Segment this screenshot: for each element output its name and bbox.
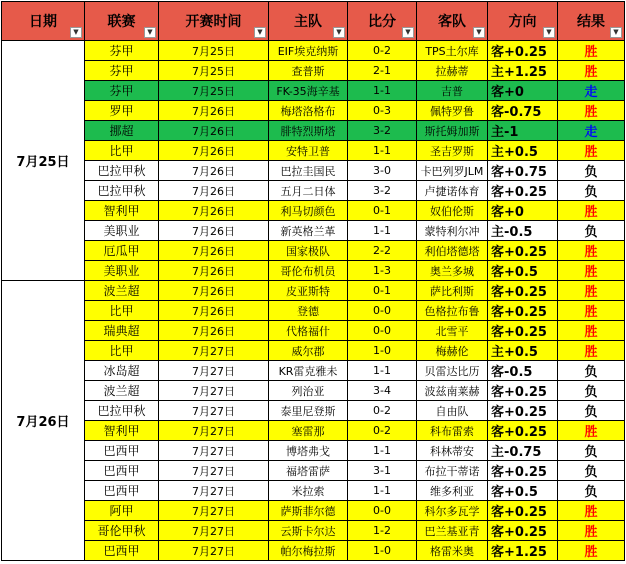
time-cell: 7月25日 — [159, 41, 269, 61]
table-row — [2, 81, 625, 101]
direction-cell: 客+0.25 — [488, 41, 558, 61]
table-row — [2, 361, 625, 381]
result-cell: 负 — [558, 221, 625, 241]
score-cell: 0-0 — [348, 321, 417, 341]
result-cell: 胜 — [558, 541, 625, 561]
table-row — [2, 181, 625, 201]
result-cell: 走 — [558, 121, 625, 141]
away-team-cell: 佩特罗鲁 — [417, 101, 488, 121]
header-row — [2, 2, 625, 41]
table-row — [2, 41, 625, 61]
header-label: 联赛 — [107, 14, 136, 30]
header-away[interactable] — [417, 2, 488, 41]
league-cell: 阿甲 — [85, 501, 159, 521]
home-team-cell: 皮亚斯特 — [269, 281, 348, 301]
home-team-cell: 五月二日体 — [269, 181, 348, 201]
result-cell: 胜 — [558, 421, 625, 441]
result-cell: 负 — [558, 181, 625, 201]
direction-cell: 客+0 — [488, 81, 558, 101]
result-cell: 负 — [558, 361, 625, 381]
home-team-cell: EIF埃克纳斯 — [269, 41, 348, 61]
time-cell: 7月26日 — [159, 181, 269, 201]
table-row — [2, 401, 625, 421]
header-label: 主队 — [294, 14, 322, 30]
direction-cell: 客+0.25 — [488, 521, 558, 541]
league-cell: 瑞典超 — [85, 321, 159, 341]
table-row — [2, 521, 625, 541]
league-cell: 美职业 — [85, 221, 159, 241]
home-team-cell: 博塔弗戈 — [269, 441, 348, 461]
header-league[interactable] — [85, 2, 159, 41]
score-cell: 1-1 — [348, 361, 417, 381]
filter-dropdown-icon[interactable]: ▼ — [333, 27, 345, 38]
table-row — [2, 61, 625, 81]
header-time[interactable] — [159, 2, 269, 41]
score-cell: 0-0 — [348, 301, 417, 321]
result-cell: 负 — [558, 381, 625, 401]
league-cell: 美职业 — [85, 261, 159, 281]
home-team-cell: 腓特烈斯塔 — [269, 121, 348, 141]
direction-cell: 客-0.75 — [488, 101, 558, 121]
table-row — [2, 321, 625, 341]
time-cell: 7月27日 — [159, 541, 269, 561]
away-team-cell: 维多利亚 — [417, 481, 488, 501]
result-cell: 胜 — [558, 141, 625, 161]
time-cell: 7月25日 — [159, 81, 269, 101]
time-cell: 7月27日 — [159, 441, 269, 461]
away-team-cell: 科布雷索 — [417, 421, 488, 441]
table-row — [2, 541, 625, 561]
table-row — [2, 461, 625, 481]
home-team-cell: 安特卫普 — [269, 141, 348, 161]
score-cell: 0-1 — [348, 281, 417, 301]
league-cell: 比甲 — [85, 341, 159, 361]
table-row — [2, 221, 625, 241]
home-team-cell: 云斯卡尔达 — [269, 521, 348, 541]
away-team-cell: 贝雷达比历 — [417, 361, 488, 381]
time-cell: 7月26日 — [159, 121, 269, 141]
away-team-cell: 拉赫蒂 — [417, 61, 488, 81]
home-team-cell: 福塔雷萨 — [269, 461, 348, 481]
home-team-cell: 帕尔梅拉斯 — [269, 541, 348, 561]
league-cell: 芬甲 — [85, 81, 159, 101]
table-row — [2, 161, 625, 181]
result-cell: 胜 — [558, 241, 625, 261]
filter-dropdown-icon[interactable]: ▼ — [543, 27, 555, 38]
away-team-cell: 萨比利斯 — [417, 281, 488, 301]
direction-cell: 客+0.25 — [488, 241, 558, 261]
time-cell: 7月27日 — [159, 341, 269, 361]
table-row — [2, 441, 625, 461]
result-cell: 负 — [558, 401, 625, 421]
time-cell: 7月26日 — [159, 301, 269, 321]
direction-cell: 客+0.25 — [488, 501, 558, 521]
score-cell: 0-2 — [348, 401, 417, 421]
filter-dropdown-icon[interactable]: ▼ — [402, 27, 414, 38]
time-cell: 7月26日 — [159, 321, 269, 341]
home-team-cell: 泰里尼登斯 — [269, 401, 348, 421]
score-cell: 1-1 — [348, 141, 417, 161]
header-label: 方向 — [508, 14, 537, 30]
score-cell: 0-3 — [348, 101, 417, 121]
result-cell: 胜 — [558, 501, 625, 521]
direction-cell: 客+0.5 — [488, 481, 558, 501]
header-result[interactable] — [558, 2, 625, 41]
home-team-cell: 利马切颜色 — [269, 201, 348, 221]
direction-cell: 客+0.25 — [488, 281, 558, 301]
league-cell: 哥伦甲秋 — [85, 521, 159, 541]
score-cell: 1-1 — [348, 441, 417, 461]
result-cell: 胜 — [558, 521, 625, 541]
home-team-cell: 萨斯菲尔德 — [269, 501, 348, 521]
direction-cell: 客+0 — [488, 201, 558, 221]
header-label: 日期 — [29, 14, 57, 30]
league-cell: 罗甲 — [85, 101, 159, 121]
direction-cell: 客+0.25 — [488, 401, 558, 421]
result-cell: 负 — [558, 481, 625, 501]
table-row — [2, 281, 625, 301]
direction-cell: 客+0.75 — [488, 161, 558, 181]
away-team-cell: 卢捷诺体育 — [417, 181, 488, 201]
result-cell: 胜 — [558, 261, 625, 281]
date-cell: 7月25日 — [2, 41, 85, 281]
table-row — [2, 381, 625, 401]
time-cell: 7月26日 — [159, 141, 269, 161]
header-score[interactable] — [348, 2, 417, 41]
table-row — [2, 481, 625, 501]
score-cell: 1-0 — [348, 341, 417, 361]
league-cell: 巴拉甲秋 — [85, 401, 159, 421]
league-cell: 巴西甲 — [85, 481, 159, 501]
header-label: 客队 — [438, 14, 466, 30]
table-row — [2, 301, 625, 321]
league-cell: 波兰超 — [85, 281, 159, 301]
score-cell: 1-2 — [348, 521, 417, 541]
time-cell: 7月27日 — [159, 461, 269, 481]
result-cell: 负 — [558, 161, 625, 181]
league-cell: 巴西甲 — [85, 541, 159, 561]
league-cell: 智利甲 — [85, 201, 159, 221]
away-team-cell: 梅赫伦 — [417, 341, 488, 361]
league-cell: 巴西甲 — [85, 441, 159, 461]
time-cell: 7月26日 — [159, 261, 269, 281]
direction-cell: 客+0.25 — [488, 461, 558, 481]
league-cell: 挪超 — [85, 121, 159, 141]
time-cell: 7月26日 — [159, 161, 269, 181]
result-cell: 胜 — [558, 301, 625, 321]
result-cell: 负 — [558, 461, 625, 481]
direction-cell: 主+1.25 — [488, 61, 558, 81]
away-team-cell: 利伯塔德塔 — [417, 241, 488, 261]
result-cell: 负 — [558, 441, 625, 461]
score-cell: 1-1 — [348, 81, 417, 101]
home-team-cell: 登德 — [269, 301, 348, 321]
away-team-cell: 布拉干蒂诺 — [417, 461, 488, 481]
table-row — [2, 421, 625, 441]
header-date[interactable] — [2, 2, 85, 41]
direction-cell: 客+0.25 — [488, 421, 558, 441]
score-cell: 2-1 — [348, 61, 417, 81]
direction-cell: 客+0.25 — [488, 381, 558, 401]
league-cell: 巴西甲 — [85, 461, 159, 481]
result-cell: 胜 — [558, 41, 625, 61]
time-cell: 7月26日 — [159, 201, 269, 221]
score-cell: 3-4 — [348, 381, 417, 401]
away-team-cell: 北雪平 — [417, 321, 488, 341]
score-cell: 3-2 — [348, 181, 417, 201]
score-cell: 3-0 — [348, 161, 417, 181]
time-cell: 7月27日 — [159, 481, 269, 501]
league-cell: 芬甲 — [85, 41, 159, 61]
away-team-cell: 奥兰多城 — [417, 261, 488, 281]
table-row — [2, 201, 625, 221]
filter-dropdown-icon[interactable]: ▼ — [70, 27, 82, 38]
results-table — [1, 1, 625, 561]
result-cell: 胜 — [558, 101, 625, 121]
league-cell: 比甲 — [85, 301, 159, 321]
time-cell: 7月27日 — [159, 401, 269, 421]
score-cell: 0-2 — [348, 421, 417, 441]
result-cell: 胜 — [558, 341, 625, 361]
direction-cell: 主-0.5 — [488, 221, 558, 241]
score-cell: 3-1 — [348, 461, 417, 481]
time-cell: 7月27日 — [159, 381, 269, 401]
home-team-cell: 威尔郡 — [269, 341, 348, 361]
table-row — [2, 341, 625, 361]
league-cell: 芬甲 — [85, 61, 159, 81]
filter-dropdown-icon[interactable]: ▼ — [254, 27, 266, 38]
result-cell: 走 — [558, 81, 625, 101]
away-team-cell: 科林蒂安 — [417, 441, 488, 461]
direction-cell: 客+0.25 — [488, 301, 558, 321]
score-cell: 0-1 — [348, 201, 417, 221]
header-direction[interactable] — [488, 2, 558, 41]
header-label: 开赛时间 — [185, 14, 242, 30]
home-team-cell: 哥伦布机员 — [269, 261, 348, 281]
direction-cell: 客+0.25 — [488, 181, 558, 201]
score-cell: 0-0 — [348, 501, 417, 521]
score-cell: 1-1 — [348, 481, 417, 501]
score-cell: 1-3 — [348, 261, 417, 281]
score-cell: 2-2 — [348, 241, 417, 261]
direction-cell: 客+0.25 — [488, 321, 558, 341]
home-team-cell: 列治亚 — [269, 381, 348, 401]
away-team-cell: 奴伯伦斯 — [417, 201, 488, 221]
time-cell: 7月26日 — [159, 241, 269, 261]
time-cell: 7月25日 — [159, 61, 269, 81]
away-team-cell: 圣吉罗斯 — [417, 141, 488, 161]
home-team-cell: 梅塔洛格布 — [269, 101, 348, 121]
filter-dropdown-icon[interactable]: ▼ — [610, 27, 622, 38]
table-row — [2, 121, 625, 141]
home-team-cell: 代格福什 — [269, 321, 348, 341]
league-cell: 巴拉甲秋 — [85, 161, 159, 181]
table-row — [2, 241, 625, 261]
header-label: 比分 — [368, 14, 396, 30]
date-cell: 7月26日 — [2, 281, 85, 561]
home-team-cell: KR雷克雅未 — [269, 361, 348, 381]
direction-cell: 主-0.75 — [488, 441, 558, 461]
direction-cell: 主+0.5 — [488, 141, 558, 161]
league-cell: 波兰超 — [85, 381, 159, 401]
score-cell: 1-0 — [348, 541, 417, 561]
home-team-cell: 新英格兰革 — [269, 221, 348, 241]
direction-cell: 客-0.5 — [488, 361, 558, 381]
direction-cell: 客+1.25 — [488, 541, 558, 561]
league-cell: 巴拉甲秋 — [85, 181, 159, 201]
away-team-cell: 吉普 — [417, 81, 488, 101]
table-row — [2, 141, 625, 161]
league-cell: 智利甲 — [85, 421, 159, 441]
away-team-cell: 色格拉布鲁 — [417, 301, 488, 321]
table-row — [2, 261, 625, 281]
header-label: 结果 — [577, 14, 605, 30]
table-row — [2, 101, 625, 121]
direction-cell: 主+0.5 — [488, 341, 558, 361]
direction-cell: 主-1 — [488, 121, 558, 141]
away-team-cell: 卡巴列罗JLM — [417, 161, 488, 181]
away-team-cell: 蒙特利尔冲 — [417, 221, 488, 241]
away-team-cell: 巴兰基亚青 — [417, 521, 488, 541]
score-cell: 3-2 — [348, 121, 417, 141]
away-team-cell: 自由队 — [417, 401, 488, 421]
time-cell: 7月27日 — [159, 521, 269, 541]
away-team-cell: 波兹南莱赫 — [417, 381, 488, 401]
table-row — [2, 501, 625, 521]
filter-dropdown-icon[interactable]: ▼ — [473, 27, 485, 38]
away-team-cell: 斯托姆加斯 — [417, 121, 488, 141]
league-cell: 冰岛超 — [85, 361, 159, 381]
home-team-cell: 米拉索 — [269, 481, 348, 501]
time-cell: 7月26日 — [159, 101, 269, 121]
home-team-cell: 巴拉圭国民 — [269, 161, 348, 181]
result-cell: 胜 — [558, 281, 625, 301]
away-team-cell: TPS土尔库 — [417, 41, 488, 61]
away-team-cell: 格雷米奥 — [417, 541, 488, 561]
time-cell: 7月27日 — [159, 361, 269, 381]
result-cell: 胜 — [558, 321, 625, 341]
home-team-cell: 查普斯 — [269, 61, 348, 81]
time-cell: 7月26日 — [159, 221, 269, 241]
away-team-cell: 科尔多瓦学 — [417, 501, 488, 521]
home-team-cell: 塞雷那 — [269, 421, 348, 441]
home-team-cell: 国家极队 — [269, 241, 348, 261]
score-cell: 1-1 — [348, 221, 417, 241]
league-cell: 厄瓜甲 — [85, 241, 159, 261]
result-cell: 胜 — [558, 201, 625, 221]
direction-cell: 客+0.5 — [488, 261, 558, 281]
time-cell: 7月27日 — [159, 421, 269, 441]
result-cell: 胜 — [558, 61, 625, 81]
time-cell: 7月27日 — [159, 501, 269, 521]
filter-dropdown-icon[interactable]: ▼ — [144, 27, 156, 38]
time-cell: 7月26日 — [159, 281, 269, 301]
header-home[interactable] — [269, 2, 348, 41]
home-team-cell: FK-35海辛基 — [269, 81, 348, 101]
league-cell: 比甲 — [85, 141, 159, 161]
score-cell: 0-2 — [348, 41, 417, 61]
